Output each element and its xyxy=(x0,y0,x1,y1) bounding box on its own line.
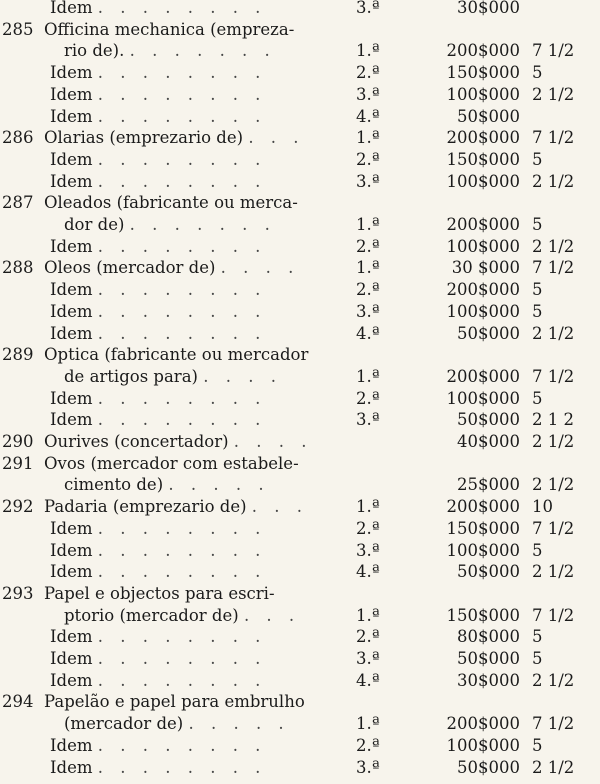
percentage: 5 xyxy=(532,540,543,560)
leader-dots: . . . . . . . . xyxy=(97,388,267,408)
entry-description xyxy=(50,670,344,692)
percentage: 2 1/2 xyxy=(532,323,575,343)
leader-dots: . . . . . . . . xyxy=(97,280,267,300)
entry-number: 289 xyxy=(2,345,34,365)
tax-value: 100$000 xyxy=(446,388,520,408)
tax-value: 50$000 xyxy=(457,649,520,668)
tax-value: 30$000 xyxy=(457,0,520,17)
description-text: Papelão e papel para embrulho xyxy=(44,692,305,712)
entry-description xyxy=(44,19,344,41)
entry-number: 286 xyxy=(2,128,34,148)
class-ordinal: 1.ª xyxy=(356,605,380,625)
table-row xyxy=(0,583,600,605)
leader-dots: . . . . xyxy=(220,258,300,278)
entry-description xyxy=(64,605,344,627)
table-row xyxy=(0,713,600,735)
leader-dots: . . . . . . . . xyxy=(97,540,267,560)
table-row xyxy=(0,279,600,301)
tax-value: 100$000 xyxy=(446,735,520,755)
class-ordinal: 4.ª xyxy=(356,106,380,126)
table-row xyxy=(0,518,600,540)
table-row xyxy=(0,192,600,214)
class-ordinal: 3.ª xyxy=(356,301,380,321)
percentage: 7 1/2 xyxy=(532,41,575,61)
entry-description xyxy=(50,518,344,540)
description-text: Idem xyxy=(50,670,93,690)
leader-dots: . . . . . . . . xyxy=(97,518,267,538)
table-row xyxy=(0,19,600,41)
tax-value: 150$000 xyxy=(446,518,520,538)
class-ordinal: 3.ª xyxy=(356,757,380,777)
leader-dots: . . . . . xyxy=(168,475,270,495)
table-row xyxy=(0,670,600,692)
leader-dots: . . . . . . . . xyxy=(97,106,267,126)
entry-description xyxy=(64,214,344,236)
class-ordinal: 2.ª xyxy=(356,236,380,256)
entry-description xyxy=(50,106,344,128)
percentage: 5 xyxy=(532,215,543,234)
entry-description xyxy=(50,171,344,193)
percentage: 5 xyxy=(532,649,543,668)
table-row xyxy=(0,540,600,562)
percentage: 2 1/2 xyxy=(532,84,575,104)
percentage: 2 1/2 xyxy=(532,562,575,582)
description-text: Olarias (emprezario de) xyxy=(44,128,244,148)
entry-description xyxy=(64,474,344,496)
table-row xyxy=(0,214,600,236)
class-ordinal: 2.ª xyxy=(356,149,380,169)
leader-dots: . . . . . . . . xyxy=(97,670,267,690)
entry-description xyxy=(50,149,344,171)
table-row xyxy=(0,127,600,149)
leader-dots: . . . . . . . . xyxy=(97,84,267,104)
table-row xyxy=(0,735,600,757)
leader-dots: . . . xyxy=(243,605,301,625)
leader-dots: . . . . . . . . xyxy=(97,63,267,83)
table-row xyxy=(0,453,600,475)
entry-number: 292 xyxy=(2,497,34,517)
entry-description xyxy=(50,388,344,410)
table-row xyxy=(0,149,600,171)
tax-value: 50$000 xyxy=(457,562,520,582)
description-text: Idem xyxy=(50,649,93,668)
description-text: Idem xyxy=(50,410,93,430)
leader-dots: . . . . . . . . xyxy=(97,323,267,343)
percentage: 5 xyxy=(532,280,543,300)
table-row xyxy=(0,626,600,648)
leader-dots: . . . . . xyxy=(188,714,290,734)
description-text: Ovos (mercador com estabele- xyxy=(44,453,299,473)
entry-description xyxy=(44,192,344,214)
description-text: Idem xyxy=(50,627,93,647)
table-row xyxy=(0,301,600,323)
tax-value: 200$000 xyxy=(446,366,520,386)
table-row xyxy=(0,431,600,453)
entry-number: 290 xyxy=(2,432,34,451)
description-text: Idem xyxy=(50,301,93,321)
tax-value: 100$000 xyxy=(446,540,520,560)
percentage: 2 1/2 xyxy=(532,757,575,777)
description-text: dor de) xyxy=(64,215,125,234)
percentage: 7 1/2 xyxy=(532,605,575,625)
table-row xyxy=(0,561,600,583)
tax-value: 150$000 xyxy=(446,63,520,83)
table-row xyxy=(0,388,600,410)
table-row xyxy=(0,474,600,496)
entry-description xyxy=(44,496,344,518)
entry-description xyxy=(50,301,344,323)
description-text: Idem xyxy=(50,106,93,126)
percentage: 5 xyxy=(532,627,543,647)
percentage: 5 xyxy=(532,301,543,321)
table-row xyxy=(0,409,600,431)
description-text: Idem xyxy=(50,84,93,104)
leader-dots: . . . . xyxy=(203,366,282,386)
table-row xyxy=(0,496,600,518)
description-text: Idem xyxy=(50,388,93,408)
table-row xyxy=(0,344,600,366)
percentage: 7 1/2 xyxy=(532,366,575,386)
class-ordinal: 1.ª xyxy=(356,215,380,234)
leader-dots: . . . xyxy=(251,497,309,517)
entry-description xyxy=(44,257,344,279)
tax-value: 100$000 xyxy=(446,171,520,191)
class-ordinal: 3.ª xyxy=(356,410,380,430)
description-text: (mercador de) xyxy=(64,714,184,734)
tax-value: 200$000 xyxy=(446,497,520,517)
percentage: 2 1/2 xyxy=(532,171,575,191)
entry-description xyxy=(50,0,344,19)
leader-dots: . . . . . . . . xyxy=(97,171,267,191)
entry-number: 294 xyxy=(2,692,34,712)
class-ordinal: 2.ª xyxy=(356,735,380,755)
percentage: 2 1/2 xyxy=(532,432,575,451)
class-ordinal: 1.ª xyxy=(356,258,380,278)
entry-description xyxy=(50,236,344,258)
class-ordinal: 3.ª xyxy=(356,171,380,191)
description-text: Idem xyxy=(50,236,93,256)
description-text: Oleos (mercador de) xyxy=(44,258,216,278)
leader-dots: . . . . . . . . xyxy=(97,149,267,169)
table-row xyxy=(0,0,600,19)
table-row xyxy=(0,171,600,193)
description-text: Idem xyxy=(50,562,93,582)
tax-value: 50$000 xyxy=(457,106,520,126)
description-text: ptorio (mercador de) xyxy=(64,605,239,625)
percentage: 7 1/2 xyxy=(532,128,575,148)
tax-value: 100$000 xyxy=(446,236,520,256)
class-ordinal: 2.ª xyxy=(356,518,380,538)
description-text: Padaria (emprezario de) xyxy=(44,497,247,517)
leader-dots: . . . . . . . xyxy=(129,215,276,234)
class-ordinal: 1.ª xyxy=(356,714,380,734)
table-row xyxy=(0,605,600,627)
class-ordinal: 4.ª xyxy=(356,562,380,582)
class-ordinal: 2.ª xyxy=(356,63,380,83)
class-ordinal: 4.ª xyxy=(356,323,380,343)
description-text: Idem xyxy=(50,757,93,777)
table-row xyxy=(0,106,600,128)
description-text: Idem xyxy=(50,171,93,191)
percentage: 2 1/2 xyxy=(532,236,575,256)
description-text: rio de). xyxy=(64,41,125,61)
description-text: Idem xyxy=(50,518,93,538)
entry-number: 288 xyxy=(2,258,34,278)
tax-value: 30 $000 xyxy=(451,258,520,278)
description-text: cimento de) xyxy=(64,475,164,495)
entry-number: 287 xyxy=(2,193,34,213)
description-text: Optica (fabricante ou mercador xyxy=(44,345,309,365)
class-ordinal: 2.ª xyxy=(356,280,380,300)
percentage: 10 xyxy=(532,497,553,517)
tax-value: 80$000 xyxy=(457,627,520,647)
leader-dots: . . . . . . . . xyxy=(97,649,267,668)
tax-value: 100$000 xyxy=(446,84,520,104)
tax-value: 200$000 xyxy=(446,128,520,148)
class-ordinal: 1.ª xyxy=(356,41,380,61)
table-row xyxy=(0,84,600,106)
entry-description xyxy=(50,540,344,562)
entry-description xyxy=(44,583,344,605)
class-ordinal: 2.ª xyxy=(356,388,380,408)
description-text: Idem xyxy=(50,280,93,300)
description-text: Ourives (concertador) xyxy=(44,432,229,451)
description-text: Papel e objectos para escri- xyxy=(44,583,275,603)
class-ordinal: 3.ª xyxy=(356,84,380,104)
entry-description xyxy=(50,84,344,106)
tax-value: 200$000 xyxy=(446,41,520,61)
entry-description xyxy=(64,366,344,388)
entry-description xyxy=(50,323,344,345)
leader-dots: . . . . . . . . xyxy=(97,627,267,647)
table-row xyxy=(0,648,600,670)
class-ordinal: 4.ª xyxy=(356,670,380,690)
entry-description xyxy=(50,626,344,648)
leader-dots: . . . . . . . . xyxy=(97,410,267,430)
entry-number: 285 xyxy=(2,19,34,39)
percentage: 7 1/2 xyxy=(532,714,575,734)
leader-dots: . . . . . . . xyxy=(129,41,276,61)
tax-value: 50$000 xyxy=(457,323,520,343)
table-row xyxy=(0,236,600,258)
tax-value: 100$000 xyxy=(446,301,520,321)
tax-value: 150$000 xyxy=(446,149,520,169)
tax-value: 200$000 xyxy=(446,280,520,300)
entry-description xyxy=(44,344,344,366)
entry-description xyxy=(50,561,344,583)
table-row xyxy=(0,62,600,84)
entry-description xyxy=(50,62,344,84)
description-text: Idem xyxy=(50,735,93,755)
leader-dots: . . . . . . . . xyxy=(97,735,267,755)
entry-description xyxy=(44,431,344,453)
leader-dots: . . . . . . . . xyxy=(97,301,267,321)
entry-description xyxy=(64,40,344,62)
percentage: 7 1/2 xyxy=(532,518,575,538)
entry-description xyxy=(44,691,344,713)
percentage: 7 1/2 xyxy=(532,258,575,278)
description-text: Officina mechanica (empreza- xyxy=(44,19,295,39)
percentage: 5 xyxy=(532,735,543,755)
description-text: Idem xyxy=(50,63,93,83)
tax-value: 150$000 xyxy=(446,605,520,625)
table-row xyxy=(0,757,600,779)
tax-value: 25$000 xyxy=(457,475,520,495)
table-row xyxy=(0,40,600,62)
percentage: 5 xyxy=(532,149,543,169)
class-ordinal: 1.ª xyxy=(356,128,380,148)
description-text: de artigos para) xyxy=(64,366,198,386)
class-ordinal: 2.ª xyxy=(356,627,380,647)
entry-description xyxy=(50,648,344,670)
entry-number: 291 xyxy=(2,453,34,473)
table-row xyxy=(0,323,600,345)
tax-value: 50$000 xyxy=(457,757,520,777)
tax-value: 30$000 xyxy=(457,670,520,690)
class-ordinal: 3.ª xyxy=(356,649,380,668)
class-ordinal: 1.ª xyxy=(356,497,380,517)
leader-dots: . . . . . . . . xyxy=(97,757,267,777)
entry-number: 293 xyxy=(2,583,34,603)
description-text: Idem xyxy=(50,323,93,343)
entry-description xyxy=(50,279,344,301)
entry-description xyxy=(50,735,344,757)
class-ordinal: 1.ª xyxy=(356,366,380,386)
tax-value: 40$000 xyxy=(457,432,520,451)
tax-value: 50$000 xyxy=(457,410,520,430)
entry-description xyxy=(44,127,344,149)
table-row xyxy=(0,366,600,388)
description-text: Idem xyxy=(50,0,93,17)
description-text: Idem xyxy=(50,149,93,169)
percentage: 5 xyxy=(532,388,543,408)
tax-value: 200$000 xyxy=(446,215,520,234)
entry-description xyxy=(50,757,344,779)
entry-description xyxy=(64,713,344,735)
leader-dots: . . . . . . . . xyxy=(97,0,267,17)
description-text: Oleados (fabricante ou merca- xyxy=(44,193,298,213)
percentage: 2 1/2 xyxy=(532,670,575,690)
percentage: 2 1/2 xyxy=(532,475,575,495)
table-row xyxy=(0,691,600,713)
entry-description xyxy=(50,409,344,431)
description-text: Idem xyxy=(50,540,93,560)
leader-dots: . . . . . . . . xyxy=(97,236,267,256)
entry-description xyxy=(44,453,344,475)
class-ordinal: 3.ª xyxy=(356,540,380,560)
leader-dots: . . . . xyxy=(233,432,313,451)
class-ordinal: 3.ª xyxy=(356,0,380,17)
table-row xyxy=(0,257,600,279)
percentage: 5 xyxy=(532,63,543,83)
tax-value: 200$000 xyxy=(446,714,520,734)
percentage: 2 1 2 xyxy=(532,410,574,430)
leader-dots: . . . . . . . . xyxy=(97,562,267,582)
leader-dots: . . . xyxy=(248,128,305,148)
